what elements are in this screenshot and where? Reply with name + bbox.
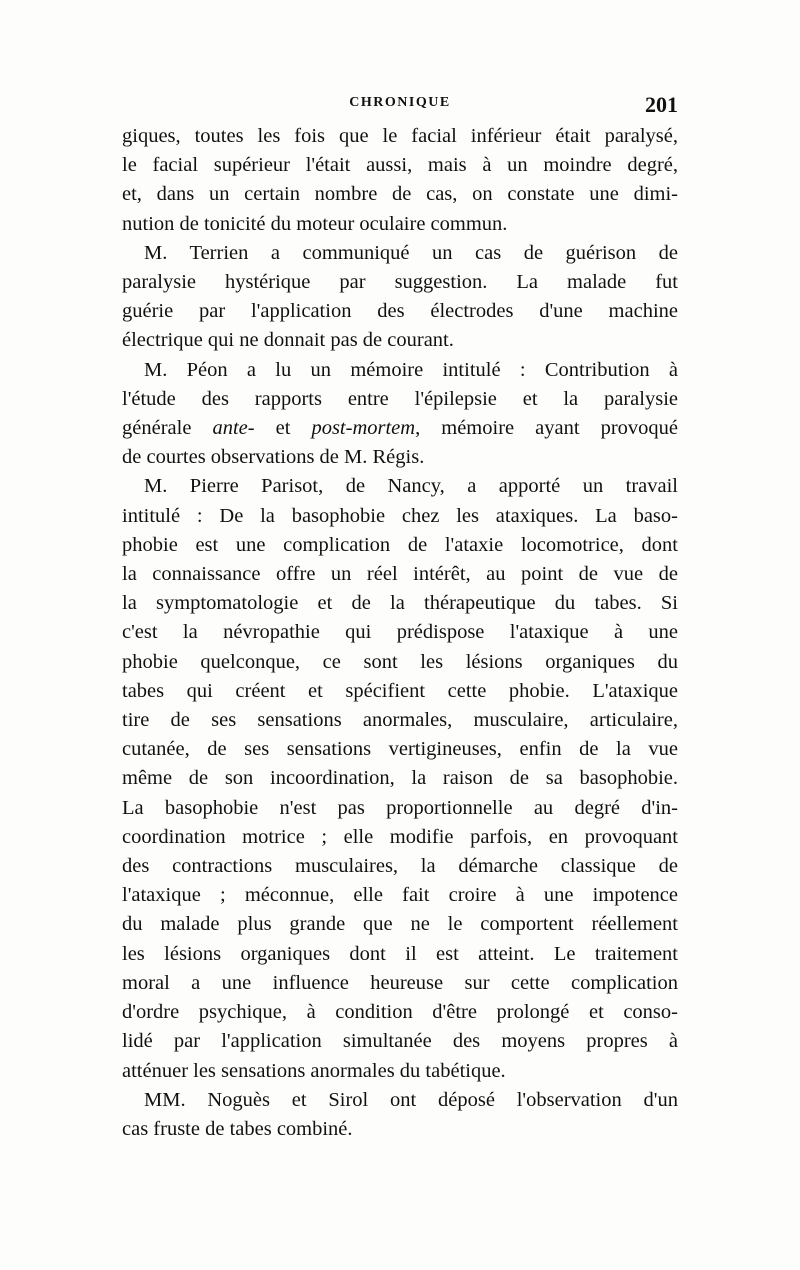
text-line: phobie est une complication de l'ataxie locomotrice, dont [122, 533, 678, 556]
paragraph-4 [122, 472, 678, 1085]
text-line: lidé par l'application simultanée des moyens propres à [122, 1030, 678, 1053]
text-run: générale [122, 417, 213, 440]
text-line: du malade plus grande que ne le comportent réellement [122, 913, 678, 936]
text-line: intitulé : De la basophobie chez les ataxiques. La baso- [122, 504, 678, 527]
paragraph-5 [122, 1086, 678, 1144]
body-text [122, 122, 678, 1144]
text-line: nution de tonicité du moteur oculaire commun. [122, 212, 508, 235]
text-run: et [254, 417, 312, 440]
text-line: le facial supérieur l'était aussi, mais à un moindre degré, [122, 154, 678, 177]
text-line: cutanée, de ses sensations vertigineuses, enfin de la vue [122, 738, 678, 761]
text-line: et, dans un certain nombre de cas, on constate une dimi- [122, 183, 678, 206]
text-line: les lésions organiques dont il est atteint. Le traitement [122, 942, 678, 965]
text-line: tabes qui créent et spécifient cette phobie. L'ataxique [122, 679, 678, 702]
text-line: c'est la névropathie qui prédispose l'ataxique à une [122, 621, 678, 644]
text-line: cas fruste de tabes combiné. [122, 1117, 353, 1140]
text-line: tire de ses sensations anormales, musculaire, articulaire, [122, 709, 678, 732]
paragraph-3 [122, 356, 678, 473]
text-line: l'étude des rapports entre l'épilepsie et la paralysie [122, 387, 678, 410]
text-line: d'ordre psychique, à condition d'être prolongé et conso- [122, 1001, 678, 1024]
text-line: de courtes observations de M. Régis. [122, 446, 425, 469]
text-line: M. Terrien a communiqué un cas de guérison de [144, 241, 678, 264]
text-line: guérie par l'application des électrodes d'une machine [122, 300, 678, 323]
text-line: la symptomatologie et de la thérapeutique du tabes. Si [122, 592, 678, 615]
text-line: électrique qui ne donnait pas de courant. [122, 329, 454, 352]
text-line: même de son incoordination, la raison de sa basophobie. [122, 767, 678, 790]
text-line: M. Pierre Parisot, de Nancy, a apporté un travail [144, 475, 678, 498]
text-line: M. Péon a lu un mémoire intitulé : Contribution à [144, 358, 678, 381]
paragraph-1 [122, 122, 678, 239]
text-line: giques, toutes les fois que le facial inférieur était paralysé, [122, 125, 678, 147]
paragraph-2 [122, 239, 678, 356]
text-run: , mémoire ayant provoqué [415, 417, 679, 440]
running-title: CHRONIQUE [349, 95, 451, 110]
text-line: MM. Noguès et Sirol ont déposé l'observation d'un [144, 1088, 678, 1111]
italic-term: ante- [212, 417, 255, 440]
text-line: atténuer les sensations anormales du tabétique. [122, 1059, 506, 1082]
text-line: moral a une influence heureuse sur cette complication [122, 971, 678, 994]
page-number: 201 [645, 92, 678, 117]
text-line [122, 414, 678, 443]
text-line: coordination motrice ; elle modifie parfois, en provoquant [122, 825, 678, 848]
text-line: la connaissance offre un réel intérêt, au point de vue de [122, 563, 678, 586]
text-line: paralysie hystérique par suggestion. La malade fut [122, 271, 678, 294]
running-head [122, 92, 678, 116]
italic-term: post-mortem [311, 417, 416, 440]
text-line: La basophobie n'est pas proportionnelle au degré d'in- [122, 796, 678, 819]
text-line: des contractions musculaires, la démarche classique de [122, 855, 678, 878]
text-line: phobie quelconque, ce sont les lésions organiques du [122, 650, 678, 673]
text-line: l'ataxique ; méconnue, elle fait croire à une impotence [122, 884, 678, 907]
